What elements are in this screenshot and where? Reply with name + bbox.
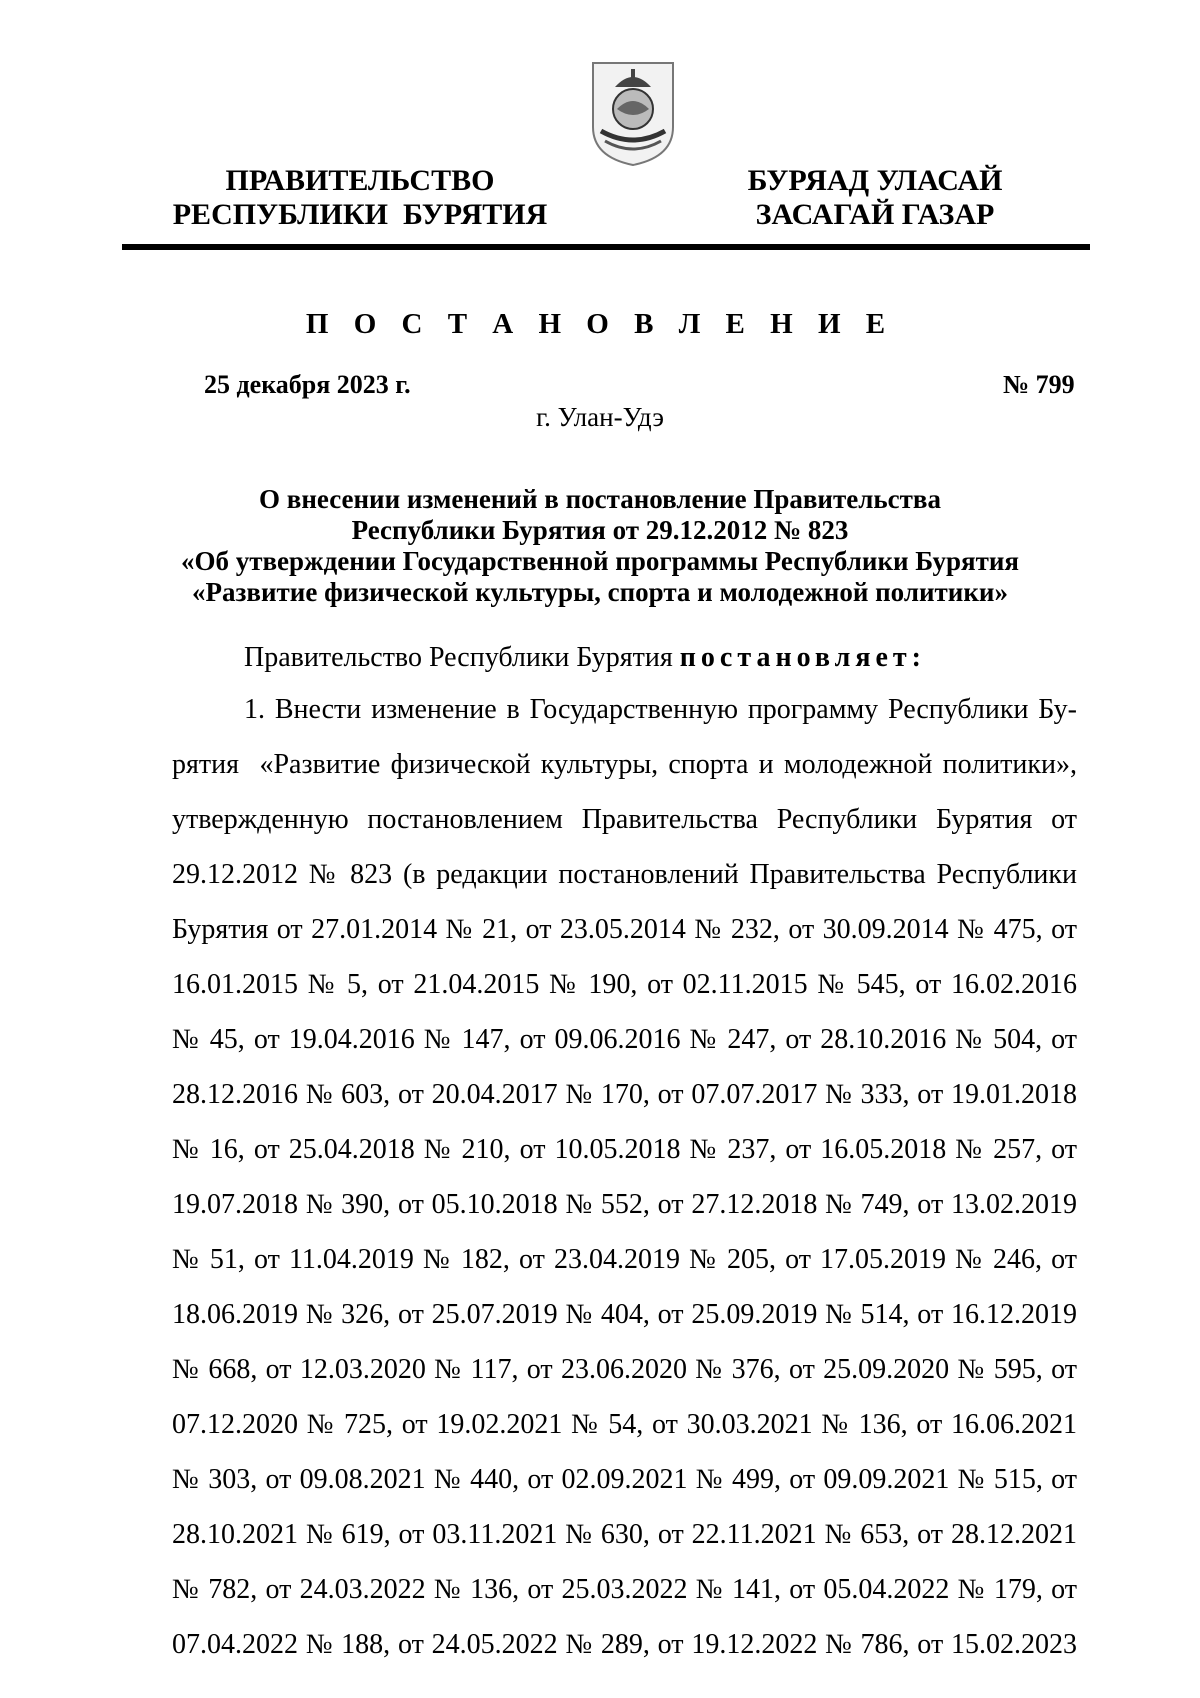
body-line: 07.04.2022 № 188, от 24.05.2022 № 289, от 19.12.2022 № 786, от 15.02.2023 xyxy=(172,1629,1077,1660)
body-line: № 782, от 24.03.2022 № 136, от 25.03.2022 № 141, от 05.04.2022 № 179, от xyxy=(172,1574,1077,1605)
body-line: 07.12.2020 № 725, от 19.02.2021 № 54, от 30.03.2021 № 136, от 16.06.2021 xyxy=(172,1409,1077,1440)
body-line: 18.06.2019 № 326, от 25.07.2019 № 404, от 25.09.2019 № 514, от 16.12.2019 xyxy=(172,1299,1077,1330)
document-city: г. Улан-Удэ xyxy=(536,402,664,432)
body-line: 28.10.2021 № 619, от 03.11.2021 № 630, от 22.11.2021 № 653, от 28.12.2021 xyxy=(172,1519,1077,1550)
body-line: № 668, от 12.03.2020 № 117, от 23.06.2020 № 376, от 25.09.2020 № 595, от xyxy=(172,1354,1077,1385)
header-right-line2: ЗАСАГАЙ ГАЗАР xyxy=(755,198,995,231)
body-line: 1. Внести изменение в Государственную программу Республики Бу- xyxy=(244,694,1077,725)
resolution-body xyxy=(172,682,1077,1672)
document-date: 25 декабря 2023 г. xyxy=(204,370,411,399)
subject-line: «Развитие физической культуры, спорта и молодежной политики» xyxy=(192,577,1008,607)
intro-text: Правительство Республики Бурятия xyxy=(244,642,680,673)
body-line: рятия «Развитие физической культуры, спорта и молодежной политики», xyxy=(172,749,1077,780)
body-line: 19.07.2018 № 390, от 05.10.2018 № 552, от 27.12.2018 № 749, от 13.02.2019 xyxy=(172,1189,1077,1220)
document-type: П О С Т А Н О В Л Е Н И Е xyxy=(305,308,895,340)
body-line: № 51, от 11.04.2019 № 182, от 23.04.2019 № 205, от 17.05.2019 № 246, от xyxy=(172,1244,1077,1275)
body-line: Бурятия от 27.01.2014 № 21, от 23.05.2014 № 232, от 30.09.2014 № 475, от xyxy=(172,914,1077,945)
body-line: 29.12.2012 № 823 (в редакции постановлений Правительства Республики xyxy=(172,859,1077,890)
coat-of-arms-emblem xyxy=(587,57,679,169)
header-left xyxy=(150,164,570,232)
header-right xyxy=(710,164,1040,232)
intro-decree-word: постановляет: xyxy=(679,642,926,673)
body-line: № 16, от 25.04.2018 № 210, от 10.05.2018 № 237, от 16.05.2018 № 257, от xyxy=(172,1134,1077,1165)
header-right-line1: БУРЯАД УЛАСАЙ xyxy=(747,164,1003,197)
header-left-line1: ПРАВИТЕЛЬСТВО xyxy=(225,164,495,197)
subject-line: Республики Бурятия от 29.12.2012 № 823 xyxy=(351,515,849,545)
document-subject xyxy=(160,484,1040,608)
subject-line: О внесении изменений в постановление Правительства xyxy=(259,484,941,514)
resolution-intro xyxy=(244,642,926,674)
body-line: № 303, от 09.08.2021 № 440, от 02.09.2021 № 499, от 09.09.2021 № 515, от xyxy=(172,1464,1077,1495)
subject-line: «Об утверждении Государственной программы Республики Бурятия xyxy=(180,546,1020,576)
document-number: № 799 xyxy=(1003,370,1075,399)
header-divider xyxy=(122,244,1090,250)
body-line: утвержденную постановлением Правительства Республики Бурятия от xyxy=(172,804,1077,835)
body-line: 16.01.2015 № 5, от 21.04.2015 № 190, от 02.11.2015 № 545, от 16.02.2016 xyxy=(172,969,1077,1000)
header-left-line2: РЕСПУБЛИКИ БУРЯТИЯ xyxy=(172,198,548,231)
body-line: 28.12.2016 № 603, от 20.04.2017 № 170, от 07.07.2017 № 333, от 19.01.2018 xyxy=(172,1079,1077,1110)
body-line: № 45, от 19.04.2016 № 147, от 09.06.2016 № 247, от 28.10.2016 № 504, от xyxy=(172,1024,1077,1055)
